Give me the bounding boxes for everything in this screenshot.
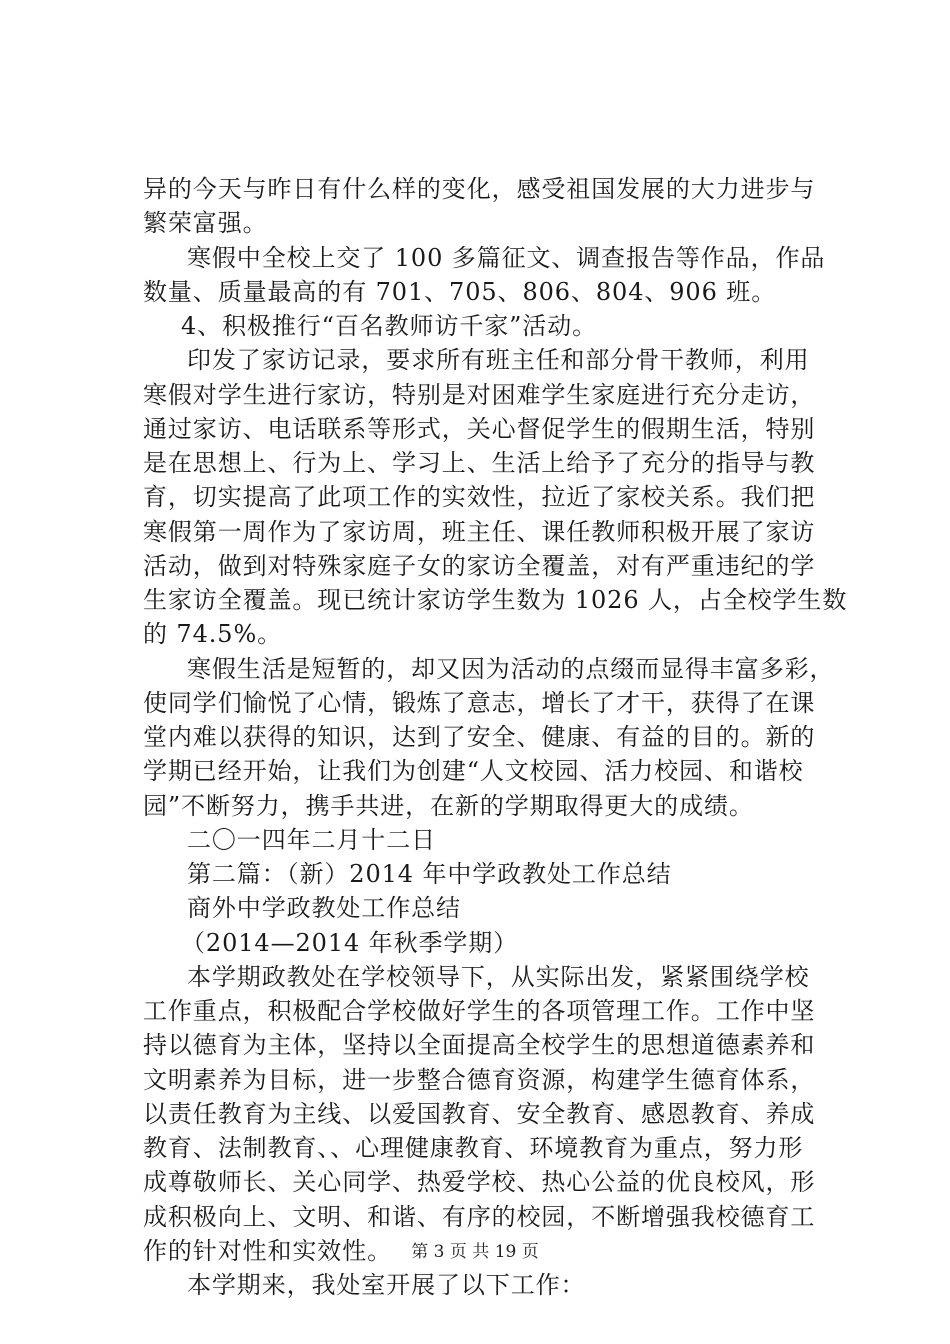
paragraph-line: 繁荣富强。 <box>143 209 268 237</box>
paragraph-line: 成尊敬师长、关心同学、热爱学校、热心公益的优良校风，形 <box>143 1168 816 1196</box>
paragraph-line: 活动，做到对特殊家庭子女的家访全覆盖，对有严重违纪的学 <box>143 552 816 580</box>
paragraph-line: 寒假第一周作为了家访周，班主任、课任教师积极开展了家访 <box>143 518 816 546</box>
paragraph-line: （2014—2014 年秋季学期） <box>181 929 519 957</box>
paragraph-line: 文明素养为目标，进一步整合德育资源，构建学生德育体系， <box>143 1066 816 1094</box>
paragraph-line: 生家访全覆盖。现已统计家访学生数为 1026 人，占全校学生数 <box>143 586 848 614</box>
paragraph-line: 作的针对性和实效性。 <box>143 1237 392 1265</box>
paragraph-line: 异的今天与昨日有什么样的变化，感受祖国发展的大力进步与 <box>143 175 816 203</box>
paragraph-line: 数量、质量最高的有 701、705、806、804、906 班。 <box>143 278 777 306</box>
paragraph-line: 使同学们愉悦了心情，锻炼了意志，增长了才干，获得了在课 <box>143 689 816 717</box>
paragraph-line: 4、积极推行“百名教师访千家”活动。 <box>181 312 598 340</box>
paragraph-line: 寒假对学生进行家访，特别是对困难学生家庭进行充分走访， <box>143 381 816 409</box>
paragraph-line: 持以德育为主体，坚持以全面提高全校学生的思想道德素养和 <box>143 1031 816 1059</box>
paragraph-line: 商外中学政教处工作总结 <box>187 894 461 922</box>
paragraph-line: 寒假中全校上交了 100 多篇征文、调查报告等作品，作品 <box>187 244 826 272</box>
paragraph-line: 寒假生活是短暂的，却又因为活动的点缀而显得丰富多彩， <box>187 655 835 683</box>
paragraph-line: 通过家访、电话联系等形式，关心督促学生的假期生活，特别 <box>143 415 816 443</box>
paragraph-line: 学期已经开始，让我们为创建“人文校园、活力校园、和谐校 <box>143 757 804 785</box>
paragraph-line: 本学期政教处在学校领导下，从实际出发，紧紧围绕学校 <box>187 963 810 991</box>
paragraph-line: 印发了家访记录，要求所有班主任和部分骨干教师，利用 <box>187 346 810 374</box>
page-footer: 第 3 页 共 19 页 <box>411 1242 539 1262</box>
paragraph-line: 本学期来，我处室开展了以下工作： <box>187 1271 586 1299</box>
paragraph-line: 园”不断努力，携手共进，在新的学期取得更大的成绩。 <box>143 792 754 820</box>
paragraph-line: 第二篇：（新）2014 年中学政教处工作总结 <box>187 860 672 888</box>
paragraph-line: 以责任教育为主线、以爱国教育、安全教育、感恩教育、养成 <box>143 1100 816 1128</box>
paragraph-line: 堂内难以获得的知识，达到了安全、健康、有益的目的。新的 <box>143 723 816 751</box>
paragraph-line: 的 74.5%。 <box>143 620 283 648</box>
paragraph-line: 成积极向上、文明、和谐、有序的校园，不断增强我校德育工 <box>143 1203 816 1231</box>
paragraph-line: 工作重点，积极配合学校做好学生的各项管理工作。工作中坚 <box>143 997 816 1025</box>
paragraph-line: 二〇一四年二月十二日 <box>187 826 436 854</box>
paragraph-line: 育，切实提高了此项工作的实效性，拉近了家校关系。我们把 <box>143 483 816 511</box>
paragraph-line: 是在思想上、行为上、学习上、生活上给予了充分的指导与教 <box>143 449 816 477</box>
paragraph-line: 教育、法制教育、、心理健康教育、环境教育为重点，努力形 <box>143 1134 804 1162</box>
